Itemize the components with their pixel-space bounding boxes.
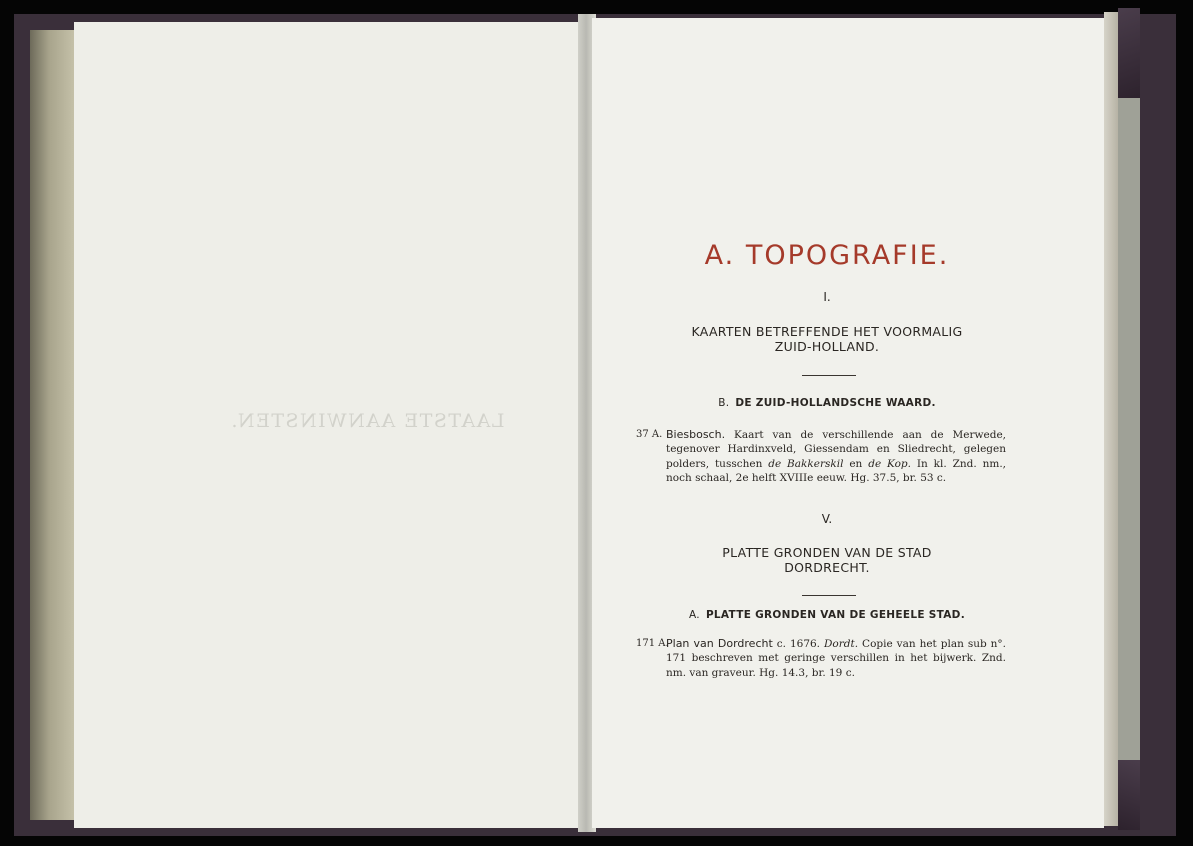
entry-title: Biesbosch. [666, 428, 726, 441]
section-heading [592, 545, 1062, 575]
entry-text: Copie van het plan sub n°. 171 beschreven met geringe verschillen in het bijwerk. Znd. nm. van graveur. Hg. 14.3, br. 19 c. [666, 638, 1007, 679]
entry-text: In kl. Znd. nm., noch schaal, 2e helft XVIIIe eeuw. Hg. 37.5, br. 53 c. [666, 457, 1006, 484]
entry-italic: Dordt. [824, 638, 859, 650]
subsection-title: PLATTE GRONDEN VAN DE GEHEELE STAD. [705, 609, 965, 621]
section-heading-line: DORDRECHT. [784, 560, 870, 575]
section-heading-line: KAARTEN BETREFFENDE HET VOORMALIG [691, 324, 963, 339]
divider [802, 375, 856, 376]
section-number: V. [821, 512, 833, 526]
entry-title: Plan van Dordrecht [666, 637, 773, 650]
entry-text: en [849, 457, 863, 470]
right-page-content [592, 18, 1104, 828]
entry-number: 171 A. [636, 638, 669, 649]
section-heading-line: PLATTE GRONDEN VAN DE STAD [722, 545, 932, 560]
entry-text: Kaart van de verschillende aan de Merwede, tegenover Hardinxveld, Giessendam en Sliedrecht, gelegen polders, tusschen [666, 429, 1006, 470]
entry-text: c. 1676. [776, 638, 821, 650]
page-block-edge-right [1104, 12, 1118, 826]
subsection-letter: A. [689, 609, 700, 621]
entry-italic: de Kop. [868, 457, 911, 470]
section-heading-line: ZUID-HOLLAND. [774, 339, 880, 354]
entry-number: 37 A. [636, 429, 663, 440]
show-through-text: LAATSTE AANWINSTEN. [230, 410, 505, 432]
cover-corner-top [1118, 8, 1140, 98]
section-number: I. [823, 290, 831, 304]
subsection-heading [592, 609, 1062, 621]
catalog-entry [636, 637, 1007, 680]
subsection-heading [592, 397, 1062, 409]
entry-italic: de Bakkerskil [768, 457, 844, 470]
subsection-letter: B. [718, 397, 730, 409]
section-heading [592, 324, 1062, 354]
subsection-title: DE ZUID-HOLLANDSCHE WAARD. [735, 397, 936, 409]
page-title: A. TOPOGRAFIE. [704, 240, 950, 271]
divider [802, 595, 856, 596]
cover-board [1118, 98, 1140, 760]
cover-corner-bottom [1118, 760, 1140, 830]
page-block-edge-left [30, 30, 78, 820]
catalog-entry [636, 428, 1006, 485]
